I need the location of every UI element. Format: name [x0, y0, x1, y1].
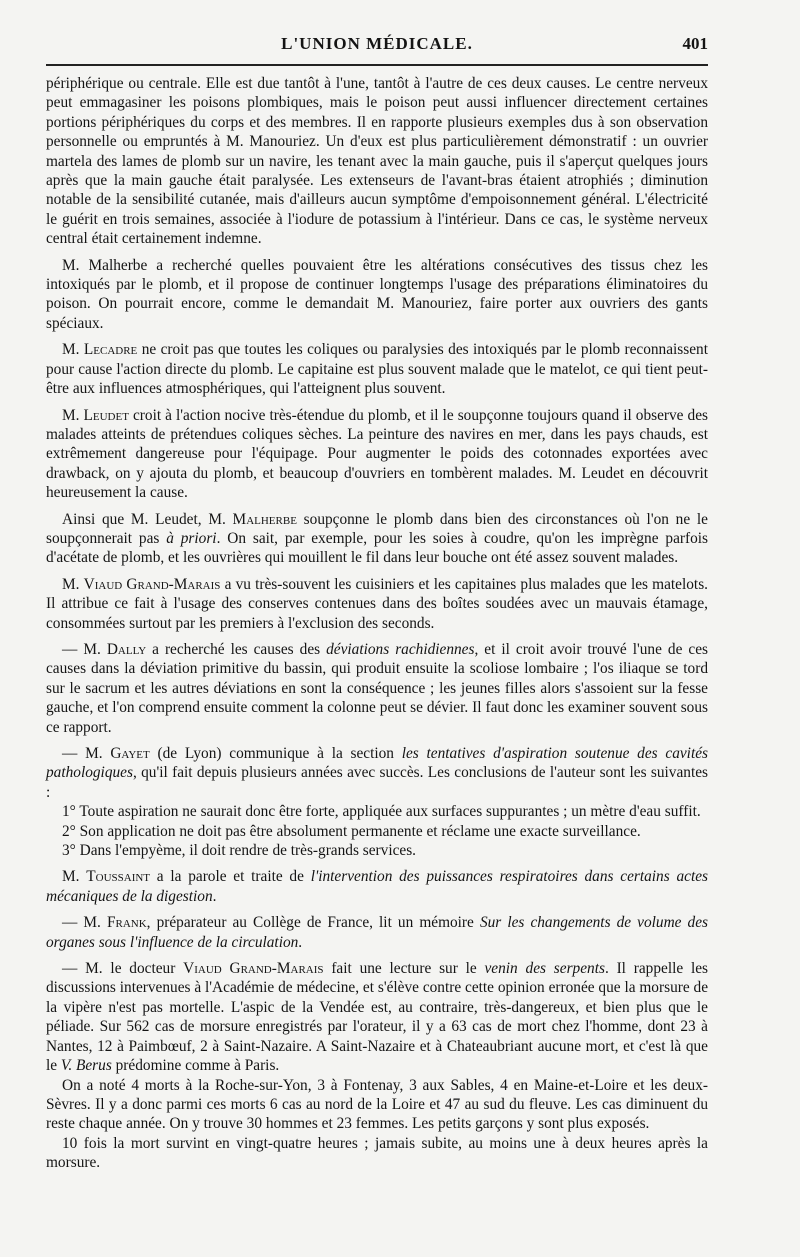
paragraph-2: M. Malherbe a recherché quelles pouvaient être les altérations consécutives des tissus chez les intoxiqués par le plomb, et il propose de continuer longtemps l'usage des préparations éliminatoires du poison. On pourrait encore, comme le demandait M. Manouriez, faire porter aux ouvriers des gants spéciaux. — [46, 256, 708, 332]
running-title: L'UNION MÉDICALE. — [281, 34, 473, 53]
speaker-name: Gayet — [110, 745, 150, 762]
paragraph-13: 10 fois la mort survint en vingt-quatre heures ; jamais subite, au moins une à deux heures après la morsure. — [46, 1134, 708, 1172]
speaker-name: Leudet — [83, 406, 129, 424]
speaker-name: Lecadre — [83, 341, 138, 359]
speaker-name: Malherbe — [232, 510, 297, 528]
conclusion-item-3: 3° Dans l'empyème, il doit rendre de très-grands services. — [62, 842, 417, 860]
page-number: 401 — [682, 34, 708, 53]
paragraph-8: — M. Gayet (de Lyon) communique à la section les tentatives d'aspiration soutenue des cavités pathologiques, qu'il fait depuis plusieurs années avec succès. Les conclusions de l'auteur sont les suivantes : — [46, 745, 708, 801]
paragraph-1: périphérique ou centrale. Elle est due tantôt à l'une, tantôt à l'autre de ces deux causes. Le centre nerveux peut emmagasiner les poisons plombiques, mais le poison peut aussi influencer directement certaines portions périphériques du corps et des membres. Il en rapporte plusieurs exemples dus à son observation personnelle ou empruntés à M. Manouriez. Un d'eux est plus particulièrement démonstratif : un ouvrier martela des lames de plomb sur un navire, les tenant avec la main gauche, puis il s'aperçut quelques jours après que la main gauche était paralysée. Les extenseurs de l'avant-bras étaient atrophiés ; diminution notable de la sensibilité cutanée, mais d'ailleurs aucun symptôme d'empoisonnement général. L'électricité le guérit en trois semaines, associée à l'iodure de potassium à l'intérieur. Dans ce cas, le système nerveux central était certainement indemne. — [46, 75, 708, 248]
paragraph-11: — M. le docteur Viaud Grand-Marais fait une lecture sur le venin des serpents. Il rappelle les discussions intervenues à l'Académie de médecine, et s'élève contre cette opinion erronée que la morsure de la vipère n'est pas mortelle. L'aspic de la Vendée est, au contraire, très-dangereux, et bien plus que le péliade. Sur 562 cas de morsure enregistrés par l'orateur, il y a 63 cas de mort chez l'homme, dont 23 à Nantes, 12 à Paimbœuf, 2 à Saint-Nazaire. A Saint-Nazaire et à Chateaubriant aucune mort, et c'est là que le V. Berus prédomine comme à Paris. — [46, 960, 709, 1075]
speaker-name: Viaud Grand-Marais — [183, 960, 324, 978]
conclusion-item-1: 1° Toute aspiration ne saurait donc être forte, appliquée aux surfaces suppurantes ; un mètre d'eau suffit. — [62, 803, 701, 821]
header-rule — [46, 64, 708, 66]
speaker-name: Viaud Grand-Marais — [83, 575, 221, 593]
paragraph-5: Ainsi que M. Leudet, M. Malherbe soupçonne le plomb dans bien des circonstances où l'on ne le soupçonnerait pas à priori. On sait, par exemple, pour les soies à coudre, qu'on les imprègne parfois d'acétate de plomb, et les ouvrières qui mouillent le fil dans leur bouche ont été assez souvent malades. — [46, 510, 708, 567]
article-body — [46, 74, 708, 1173]
paragraph-12: On a noté 4 morts à la Roche-sur-Yon, 3 à Fontenay, 3 aux Sables, 4 en Maine-et-Loire et les deux-Sèvres. Il y a donc parmi ces morts 6 cas au nord de la Loire et 47 au sud du fleuve. Les cas diminuent du reste chaque année. On y trouve 30 hommes et 23 femmes. Les petits garçons y sont plus exposés. — [46, 1076, 708, 1133]
paragraph-3: M. Lecadre ne croit pas que toutes les coliques ou paralysies des intoxiqués par le plomb reconnaissent pour cause l'action directe du plomb. Le capitaine est plus souvent malade que le matelot, ce qui tient peut-être aux influences atmosphériques, qui l'atteignent plus souvent. — [46, 341, 708, 398]
speaker-name: Dally — [106, 640, 147, 658]
paragraph-10: — M. Frank, préparateur au Collège de France, lit un mémoire Sur les changements de volume des organes sous l'influence de la circulation. — [46, 914, 708, 951]
conclusion-item-2: 2° Son application ne doit pas être absolument permanente et réclame une exacte surveillance. — [62, 822, 641, 840]
running-header — [46, 34, 708, 58]
speaker-name: Toussaint — [86, 868, 151, 886]
paragraph-9: M. Toussaint a la parole et traite de l'intervention des puissances respiratoires dans certains actes mécaniques de la digestion. — [46, 868, 708, 905]
paragraph-4: M. Leudet croit à l'action nocive très-étendue du plomb, et il le soupçonne toujours quand il observe des malades atteints de prétendues coliques sèches. La peinture des navires en mer, dans les pays chauds, est extrêmement dangereuse pour l'équipage. Pour augmenter le poids des cotonnades exportées avec drawback, on y ajouta du plomb, et beaucoup d'ouvriers en tombèrent malades. M. Leudet en découvrit heureusement la cause. — [46, 406, 708, 502]
paragraph-6: M. Viaud Grand-Marais a vu très-souvent les cuisiniers et les capitaines plus malades que les matelots. Il attribue ce fait à l'usage des conserves contenues dans des boîtes soudées avec un mauvais étamage, consommées surtout par les premiers à l'exclusion des seconds. — [46, 575, 708, 632]
speaker-name: Frank — [106, 914, 147, 932]
paragraph-7: — M. Dally a recherché les causes des déviations rachidiennes, et il croit avoir trouvé l'une de ces causes dans la déviation primitive du bassin, qui produit ensuite la scoliose lombaire ; l'os iliaque se tord sur le sacrum et les autres déviations en sont la conséquence ; les jeunes filles alors s'assoient sur la fesse gauche, et l'on comprend ensuite comment la colonne peut se dévier. Il faut donc les examiner souvent sous ce rapport. — [46, 640, 708, 736]
